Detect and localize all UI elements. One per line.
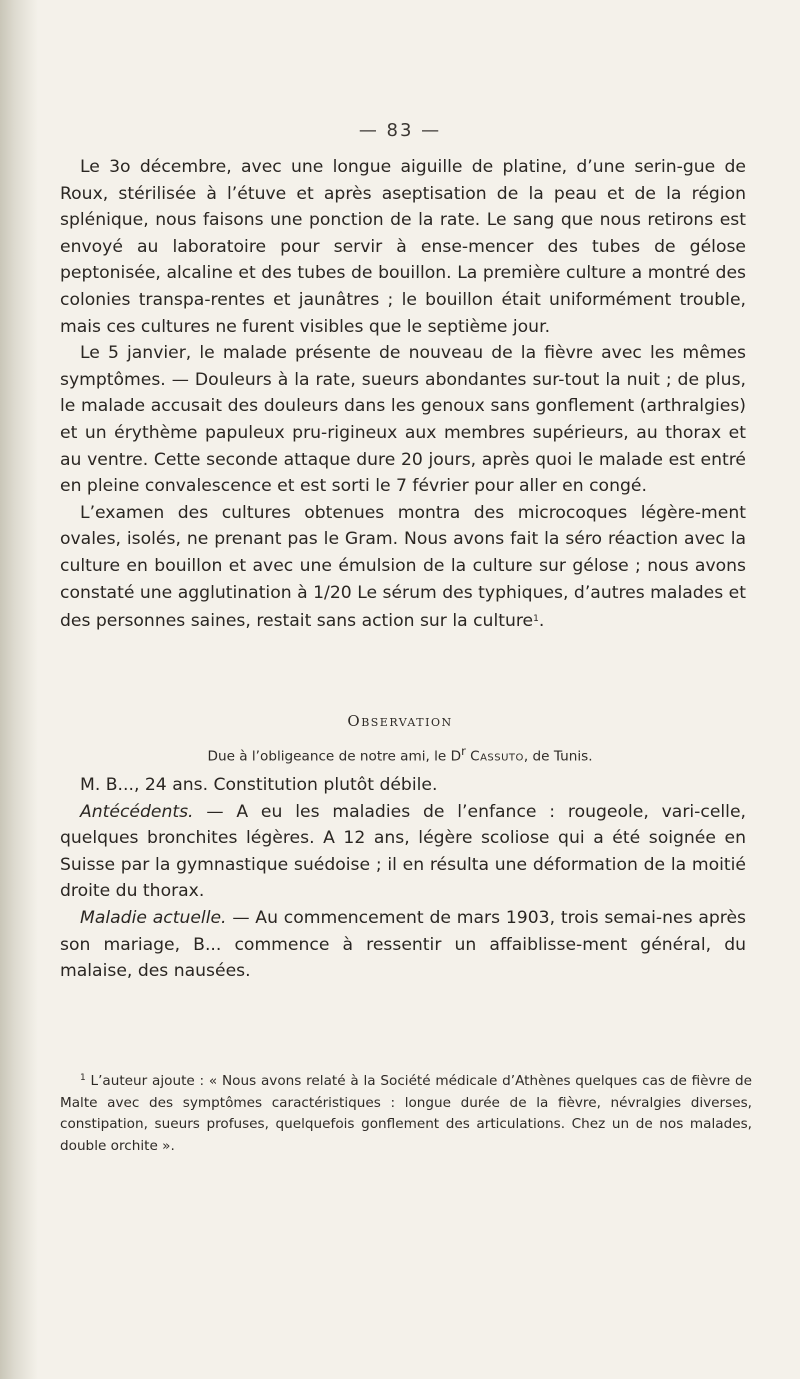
observation-credit	[0, 744, 800, 765]
footnote-reference: 1	[533, 614, 539, 625]
patient-line: M. B..., 24 ans. Constitution plutôt débile.	[80, 775, 438, 795]
maladie-paragraph	[60, 905, 746, 985]
credit-prefix: Due à l’obligeance de notre ami, le D	[207, 748, 462, 765]
observation-heading: Observation	[347, 712, 453, 730]
credit-name: Cassuto	[470, 748, 524, 765]
maladie-text: — Au commencement de mars 1903, trois semai-nes après son mariage, B... commence à ressentir un affaiblisse-ment général, du malaise, des nausées.	[60, 907, 747, 982]
credit-sup: r	[461, 744, 466, 758]
footnote	[60, 1068, 752, 1157]
footnote-marker: 1	[80, 1073, 86, 1083]
antecedents-text: — A eu les maladies de l’enfance : rougeole, vari-celle, quelques bronchites légères. A 12 ans, légère scoliose qui a été soignée en Suisse par la gymnastique suédoise ; il en résulta une déformation de la moitié droite du thorax.	[60, 801, 746, 902]
paragraph-text: L’examen des cultures obtenues montra des microcoques légère-ment ovales, isolés, ne prenant pas le Gram. Nous avons fait la séro réaction avec la culture en bouillon et avec une émulsion de la culture sur gélose ; nous avons constaté une agglutination à 1/20 Le sérum des typhiques, d’autres malades et des personnes saines, restait sans action sur la culture	[60, 502, 746, 632]
footnote-text: L’auteur ajoute : « Nous avons relaté à la Société médicale d’Athènes quelques cas de fièvre de Malte avec des symptômes caractéristiques : longue durée de la fièvre, névralgies diverses, constipation, sueurs profuses, quelquefois gonflement des articulations. Chez un de nos malades, double orchite ».	[60, 1073, 752, 1154]
observation-text-block	[60, 772, 746, 985]
main-text-block	[60, 154, 746, 635]
antecedents-label: Antécédents.	[80, 801, 194, 822]
paragraph: Le 5 janvier, le malade présente de nouveau de la fièvre avec les mêmes symptômes. — Douleurs à la rate, sueurs abondantes sur-tout la nuit ; de plus, le malade accusait des douleurs dans les genoux sans gonflement (arthralgies) et un érythème papuleux pru-rigineux aux membres supérieurs, au thorax et au ventre. Cette seconde attaque dure 20 jours, après quoi le malade est entré en pleine convalescence et est sorti le 7 février pour aller en congé.	[60, 343, 746, 497]
maladie-label: Maladie actuelle.	[80, 907, 227, 928]
credit-suffix: , de Tunis.	[523, 748, 593, 765]
paragraph: L’examen des cultures obtenues montra des microcoques légère-ment ovales, isolés, ne prenant pas le Gram. Nous avons fait la séro réaction avec la culture en bouillon et avec une émulsion de la culture sur gélose ; nous avons constaté une agglutination à 1/20 Le sérum des typhiques, d’autres malades et des personnes saines, restait sans action sur la culture$^1$.	[60, 502, 746, 632]
antecedents-paragraph	[60, 799, 746, 905]
paragraph: Le 3o décembre, avec une longue aiguille de platine, d’une serin-gue de Roux, stérilisée à l’étuve et après aseptisation de la peau et de la région splénique, nous faisons une ponction de la rate. Le sang que nous retirons est envoyé au laboratoire pour servir à ense-mencer des tubes de gélose peptonisée, alcaline et des tubes de bouillon. La première culture a montré des colonies transpa-rentes et jaunâtres ; le bouillon était uniformément trouble, mais ces cultures ne furent visibles que le septième jour.	[60, 157, 746, 337]
page-number: — 83 —	[358, 120, 442, 141]
